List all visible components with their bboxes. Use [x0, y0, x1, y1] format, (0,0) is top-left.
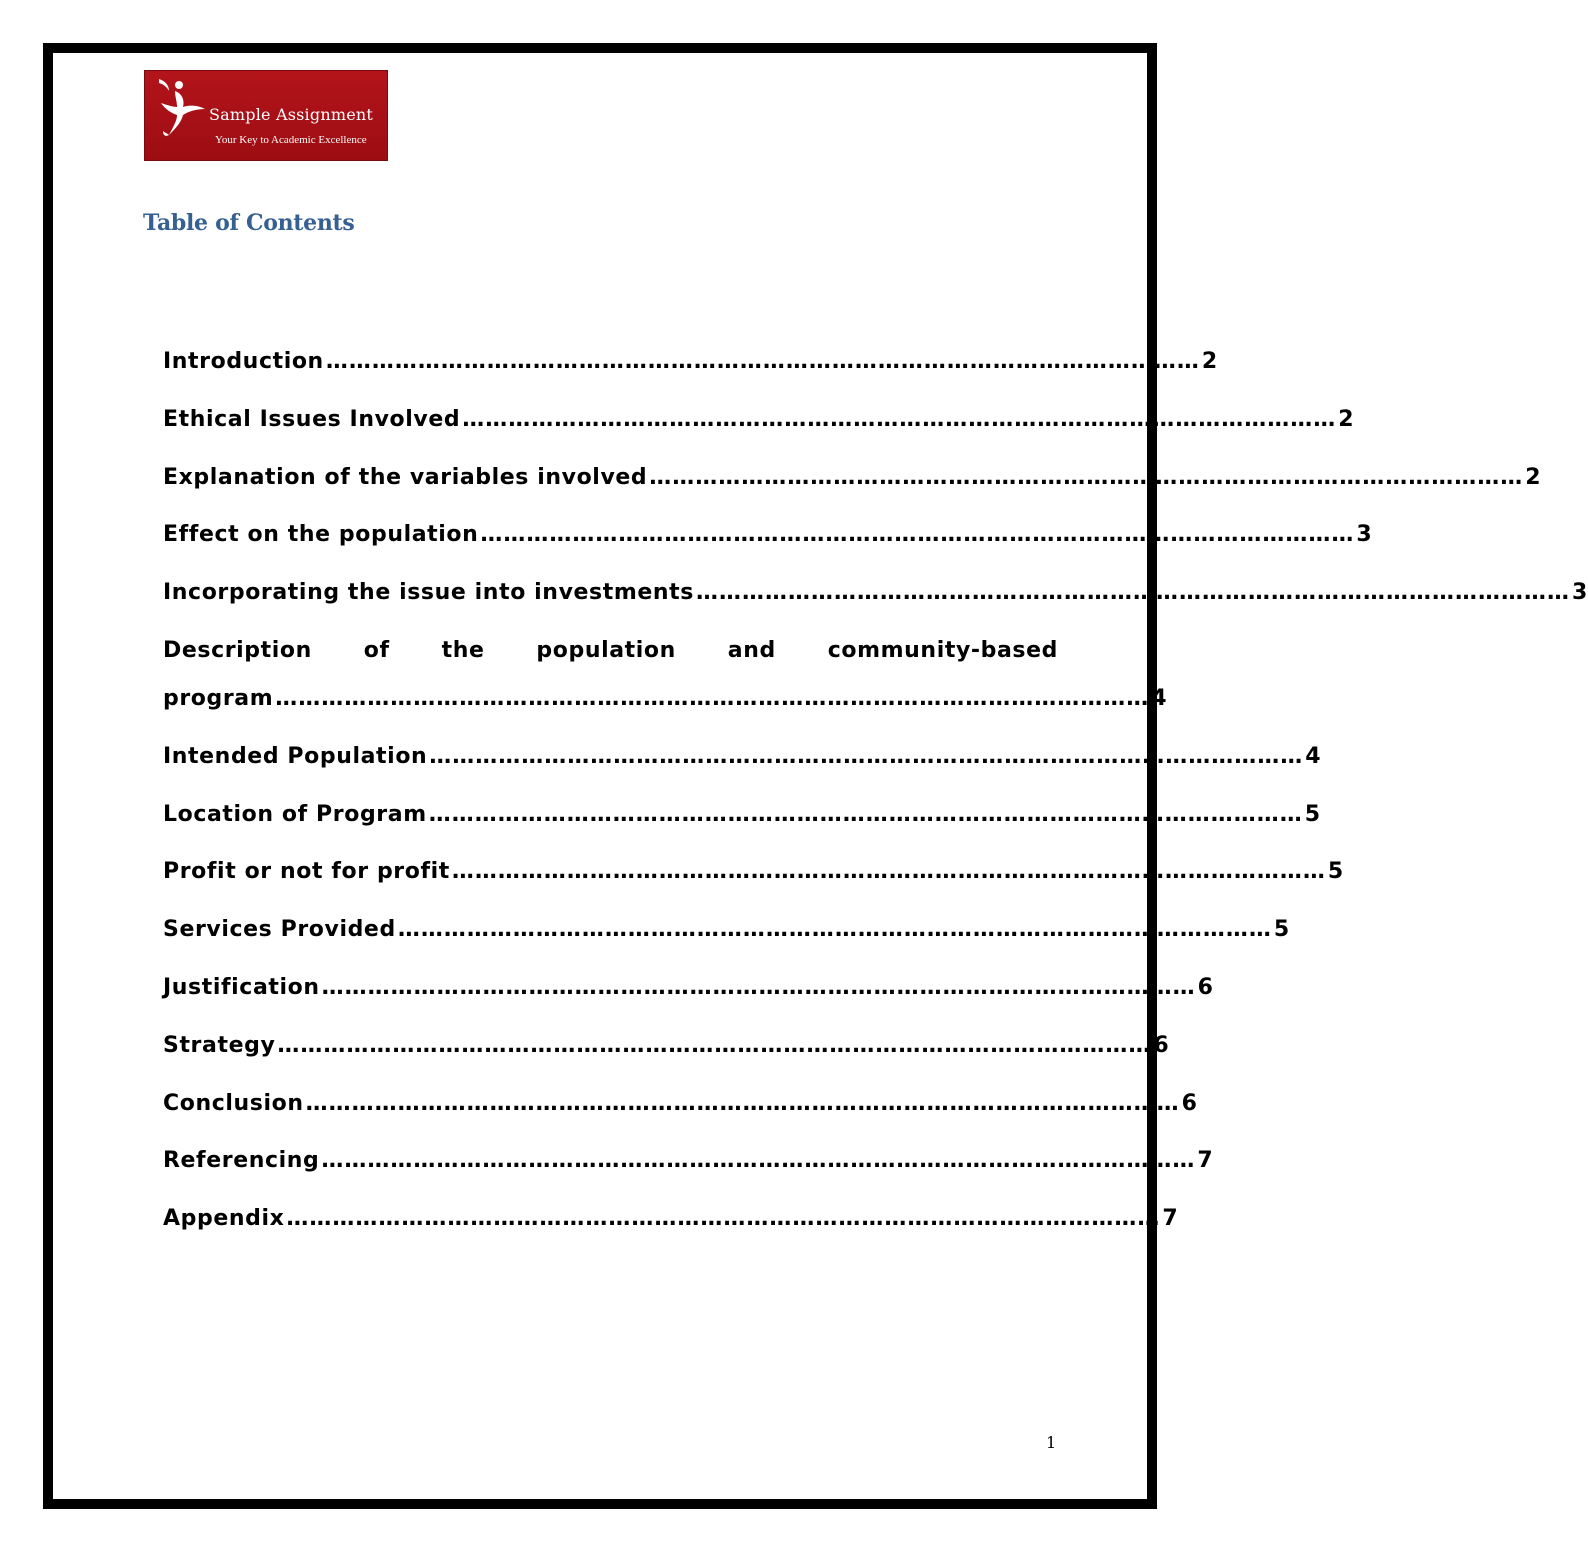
toc-dot-leader: …………………………………………………………………………………………………… [325, 349, 1200, 374]
toc-entry[interactable] [163, 454, 1542, 502]
toc-entry[interactable] [163, 338, 1218, 386]
toc-entry[interactable] [163, 627, 1168, 723]
toc-entry[interactable] [163, 964, 1214, 1012]
toc-entry-title: Services Provided [163, 917, 396, 943]
toc-dot-leader: …………………………………………………………………………………………………… [649, 464, 1524, 490]
sample-assignment-logo [144, 70, 388, 161]
toc-dot-leader: …………………………………………………………………………………………………… [397, 917, 1272, 943]
toc-entry-page: 4 [1305, 743, 1322, 769]
toc-dot-leader: …………………………………………………………………………………………………… [480, 522, 1355, 548]
toc-dot-leader: …………………………………………………………………………………………………… [428, 801, 1303, 827]
toc-entry-title-continued: program [163, 685, 274, 711]
toc-entry[interactable] [163, 511, 1373, 559]
toc-entry-page: 4 [1151, 685, 1168, 711]
toc-entry[interactable] [163, 1137, 1214, 1185]
toc-dot-leader: …………………………………………………………………………………………………… [275, 685, 1150, 711]
toc-entry-title: Introduction [163, 349, 324, 374]
page-number: 1 [1046, 1433, 1057, 1452]
toc-entry-page: 3 [1571, 580, 1588, 606]
toc-entry-page: 7 [1162, 1206, 1179, 1232]
toc-entry-page: 5 [1304, 801, 1321, 827]
toc-entry-title: Effect on the population [163, 522, 479, 548]
toc-dot-leader: …………………………………………………………………………………………………… [305, 1090, 1180, 1116]
toc-entry-line2 [163, 675, 1168, 723]
toc-entry[interactable] [163, 1195, 1179, 1243]
toc-entry[interactable] [163, 1080, 1198, 1128]
toc-entry-title: Referencing [163, 1148, 320, 1174]
toc-entry-title: Location of Program [163, 801, 427, 827]
toc-entry-title: Description of the population and community-based [163, 637, 1058, 663]
logo-tagline: Your Key to Academic Excellence [215, 134, 367, 146]
toc-heading: Table of Contents [143, 210, 355, 236]
toc-entry-title: Appendix [163, 1206, 285, 1232]
toc-entry-title: Conclusion [163, 1090, 304, 1116]
toc-entry-title: Incorporating the issue into investments [163, 580, 694, 606]
toc-entry[interactable] [163, 906, 1290, 954]
toc-entry-page: 5 [1327, 859, 1344, 885]
toc-entry-page: 2 [1338, 406, 1355, 432]
toc-entry-page: 7 [1197, 1148, 1214, 1174]
toc-dot-leader: …………………………………………………………………………………………………… [451, 859, 1326, 885]
toc-entry-title: Profit or not for profit [163, 859, 450, 885]
toc-entry[interactable] [163, 569, 1588, 617]
toc-entry-title: Strategy [163, 1032, 276, 1058]
toc-dot-leader: …………………………………………………………………………………………………… [462, 406, 1337, 432]
toc-entry[interactable] [163, 733, 1322, 781]
toc-entry[interactable] [163, 1022, 1170, 1070]
toc-entry[interactable] [163, 848, 1344, 896]
toc-entry-page: 6 [1153, 1032, 1170, 1058]
toc-entry-title: Justification [163, 974, 320, 1000]
toc-entry-page: 6 [1197, 974, 1214, 1000]
toc-entry-page: 2 [1201, 349, 1218, 374]
toc-entry-title: Explanation of the variables involved [163, 464, 648, 490]
toc-dot-leader: …………………………………………………………………………………………………… [286, 1206, 1161, 1232]
toc-dot-leader: …………………………………………………………………………………………………… [321, 1148, 1196, 1174]
toc-entry-page: 5 [1273, 917, 1290, 943]
toc-entry-page: 6 [1181, 1090, 1198, 1116]
toc-entry-page: 2 [1525, 464, 1542, 490]
toc-entry[interactable] [163, 791, 1321, 839]
toc-dot-leader: …………………………………………………………………………………………………… [277, 1032, 1152, 1058]
toc-entry-title: Intended Population [163, 743, 428, 769]
logo-name: Sample Assignment [209, 105, 374, 124]
toc-entry-page: 3 [1356, 522, 1373, 548]
toc-dot-leader: …………………………………………………………………………………………………… [695, 580, 1570, 606]
toc-list [163, 338, 1588, 1253]
toc-dot-leader: …………………………………………………………………………………………………… [321, 974, 1196, 1000]
toc-entry-title: Ethical Issues Involved [163, 406, 461, 432]
toc-entry[interactable] [163, 396, 1355, 444]
toc-dot-leader: …………………………………………………………………………………………………… [429, 743, 1304, 769]
